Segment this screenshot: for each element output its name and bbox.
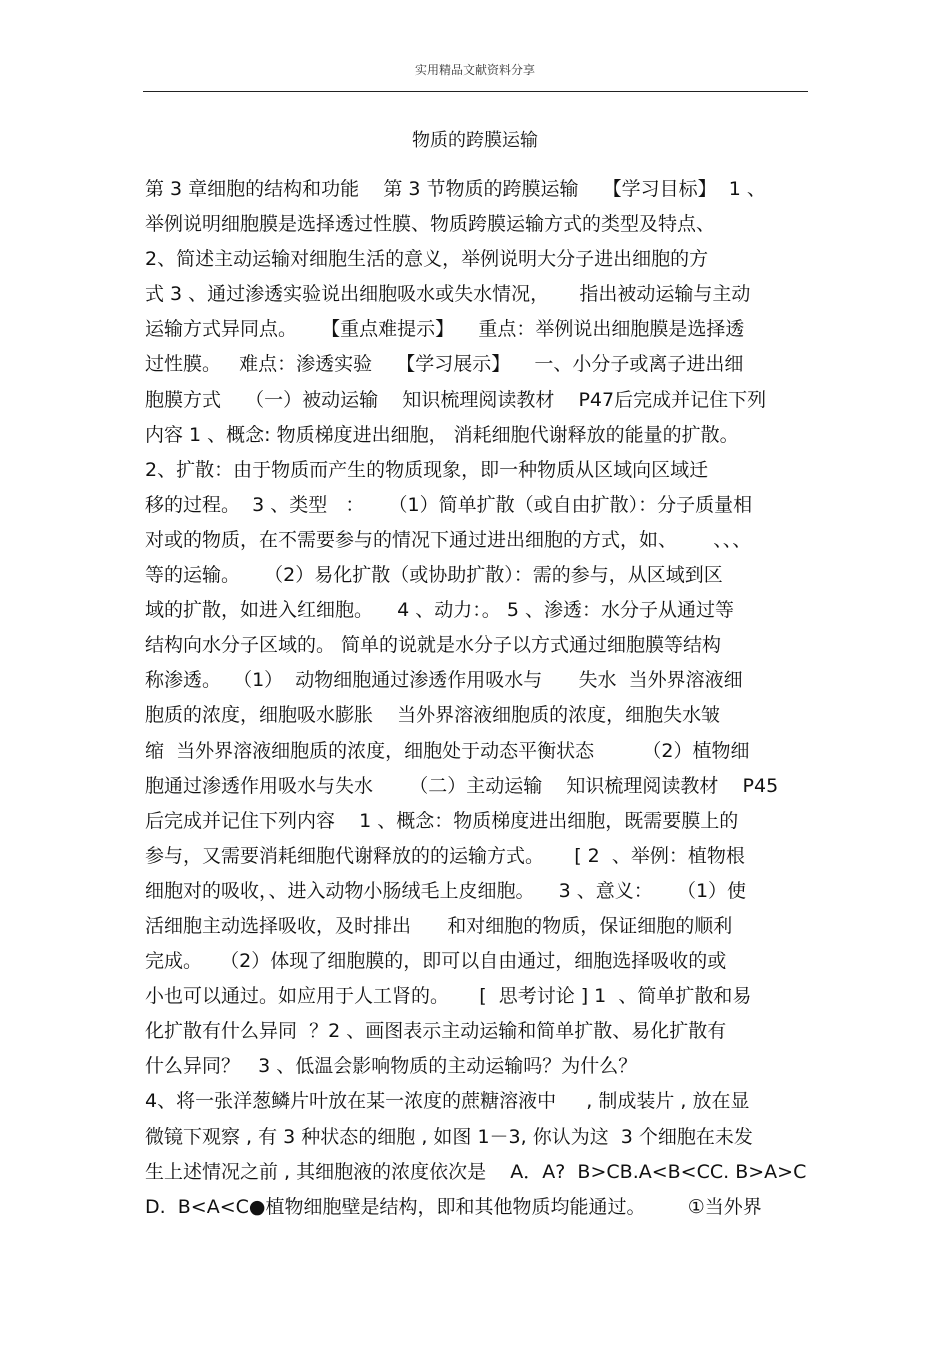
body-line: 过性膜。 难点：渗透实验 【学习展示】 一、小分子或离子进出细 <box>145 353 744 376</box>
page-header <box>0 62 950 78</box>
body-line: 缩 当外界溶液细胞质的浓度，细胞处于动态平衡状态 （2）植物细 <box>145 739 750 762</box>
body-line: 域的扩散，如进入红细胞。 4 、动力：。 5 、渗透：水分子从通过等 <box>145 599 734 622</box>
body-line: 化扩散有什么异同 ？2 、画图表示主动运输和简单扩散、易化扩散有 <box>145 1020 727 1043</box>
body-line: 第 3 章细胞的结构和功能 第 3 节物质的跨膜运输 【学习目标】 1 、 <box>145 178 766 200</box>
body-line: 小也可以通过。如应用于人工肾的。 [ 思考讨论 ] 1 、简单扩散和易 <box>145 985 752 1008</box>
body-line: 等的运输。 （2）易化扩散（或协助扩散）：需的参与，从区域到区 <box>145 564 723 587</box>
document-title: 物质的跨膜运输 <box>412 130 538 151</box>
body-line: D. B<A<C●植物细胞壁是结构，即和其他物质均能通过。 ①当外界 <box>145 1195 762 1218</box>
header-text: 实用精品文献资料分享 <box>414 63 535 77</box>
body-line: 胞通过渗透作用吸水与失水 （二）主动运输 知识梳理阅读教材 P45 <box>145 774 779 797</box>
body-line: 胞膜方式 （一）被动运输 知识梳理阅读教材 P47后完成并记住下列 <box>145 388 767 411</box>
body-line: 2、扩散：由于物质而产生的物质现象，即一种物质从区域向区域迁 <box>145 458 709 481</box>
body-line: 活细胞主动选择吸收，及时排出 和对细胞的物质，保证细胞的顺利 <box>145 914 733 937</box>
body-line: 胞质的浓度，细胞吸水膨胀 当外界溶液细胞质的浓度，细胞失水皱 <box>145 704 721 727</box>
body-line: 移的过程。 3 、类型 ： （1）简单扩散（或自由扩散）：分子质量相 <box>145 493 753 516</box>
body-line: 什么异同？ 3 、低温会影响物质的主动运输吗？为什么？ <box>145 1055 638 1078</box>
body-line: 微镜下观察 , 有 3 种状态的细胞 , 如图 1－3, 你认为这 3 个细胞在未发 <box>145 1125 753 1148</box>
body-line: 运输方式异同点。 【重点难提示】 重点：举例说出细胞膜是选择透 <box>145 318 745 341</box>
body-line: 参与，又需要消耗细胞代谢释放的的运输方式。 [ 2 、举例：植物根 <box>145 844 745 867</box>
body-line: 2、简述主动运输对细胞生活的意义，举例说明大分子进出细胞的方 <box>145 248 709 271</box>
body-line: 完成。 （2）体现了细胞膜的，即可以自由通过，细胞选择吸收的或 <box>145 950 727 973</box>
document-body <box>145 172 825 1225</box>
body-line: 细胞对的吸收，、进入动物小肠绒毛上皮细胞。 3 、意义： （1）使 <box>145 879 747 902</box>
body-line: 对或的物质，在不需要参与的情况下通过进出细胞的方式，如、 、、、 <box>145 528 752 551</box>
body-line: 举例说明细胞膜是选择透过性膜、物质跨膜运输方式的类型及特点、 <box>145 213 716 236</box>
body-line: 结构向水分子区域的。 简单的说就是水分子以方式通过细胞膜等结构 <box>145 634 722 657</box>
body-line: 称渗透。 （1） 动物细胞通过渗透作用吸水与 失水 当外界溶液细 <box>145 669 743 692</box>
body-line: 式 3 、通过渗透实验说出细胞吸水或失水情况， 指出被动运输与主动 <box>145 283 751 306</box>
body-line: 生上述情况之前 , 其细胞液的浓度依次是 A．A? B>CB.A<B<CC. B>A>C <box>145 1160 807 1183</box>
body-line: 后完成并记住下列内容 1 、概念：物质梯度进出细胞，既需要膜上的 <box>145 809 739 832</box>
body-line: 内容 1 、概念: 物质梯度进出细胞， 消耗细胞代谢释放的能量的扩散。 <box>145 423 739 446</box>
body-line: 4、将一张洋葱鳞片叶放在某一浓度的蔗糖溶液中 , 制成装片 , 放在显 <box>145 1090 750 1113</box>
header-divider <box>143 91 808 92</box>
